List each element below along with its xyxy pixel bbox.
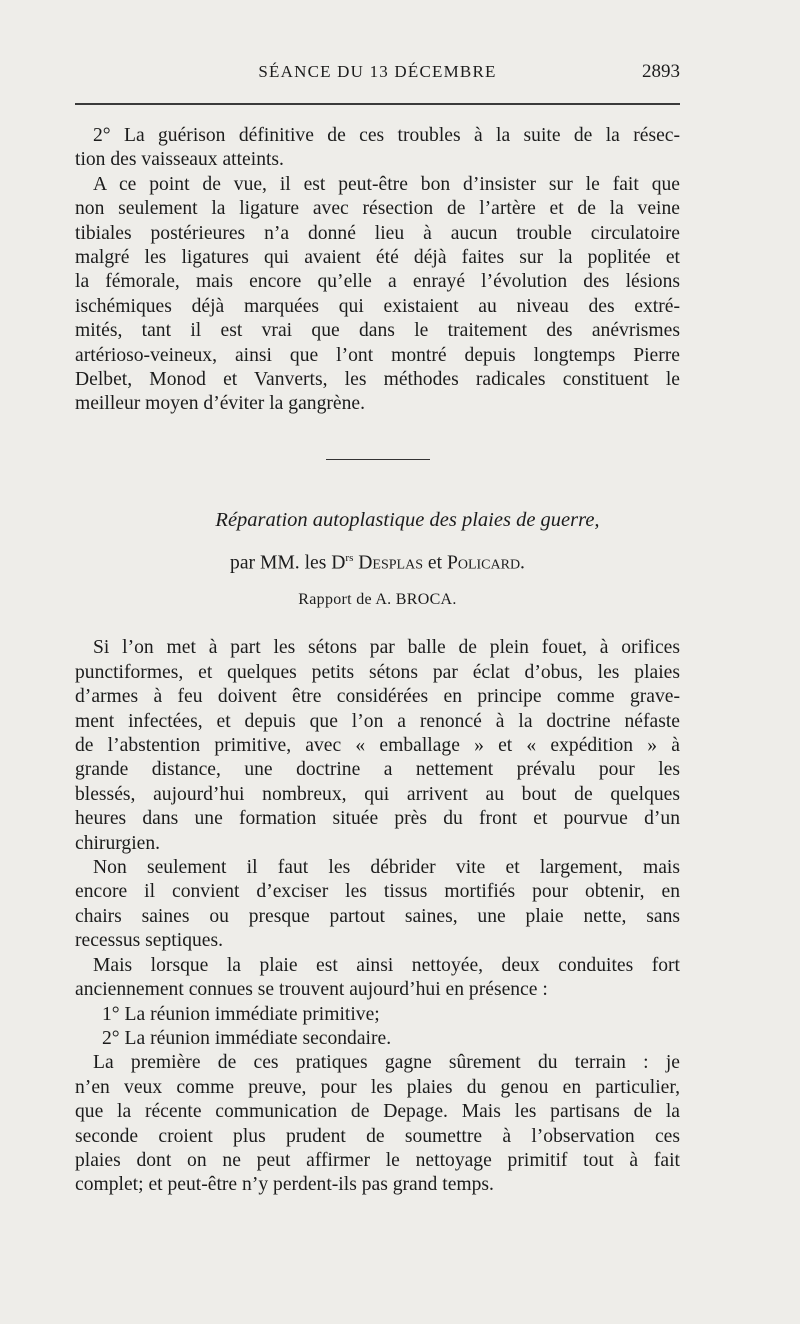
paragraph-line: chirurgien.	[75, 832, 161, 854]
paragraph-line: Non seulement il faut les débrider vite et largement, mais	[93, 857, 680, 879]
section-2	[75, 636, 680, 1197]
paragraph-line: anciennement connues se trouvent aujourd’hui en présence :	[75, 979, 548, 1001]
page-number: 2893	[642, 61, 680, 82]
paragraph-line: A ce point de vue, il est peut-être bon d’insister sur le fait que	[93, 173, 680, 195]
byline-prefix: par MM. les D	[230, 552, 346, 574]
paragraph-line: punctiformes, et quelques petits sétons par éclat d’obus, les plaies	[75, 661, 680, 683]
paragraph-line: artérioso-veineux, ainsi que l’ont montré depuis longtemps Pierre	[75, 344, 680, 366]
author-policard: Policard.	[446, 552, 525, 574]
byline-sup: rs	[345, 551, 354, 564]
article-byline	[75, 545, 680, 577]
paragraph-line: Delbet, Monod et Vanverts, les méthodes radicales constituent le	[75, 369, 680, 391]
paragraph-line: malgré les ligatures qui avaient été déjà faites sur la poplitée et	[75, 247, 680, 269]
paragraph-line: complet; et peut-être n’y perdent-ils pas grand temps.	[75, 1174, 494, 1196]
paragraph-line: meilleur moyen d’éviter la gangrène.	[75, 393, 365, 415]
paragraph-line: recessus septiques.	[75, 930, 224, 952]
list-item: 2° La réunion immédiate secondaire.	[102, 1027, 392, 1049]
paragraph-line: Si l’on met à part les sétons par balle de plein fouet, à orifices	[93, 637, 680, 659]
paragraph-line: de l’abstention primitive, avec « emballage » et « expédition » à	[75, 735, 680, 757]
article-title: Réparation autoplastique des plaies de guerre,	[215, 508, 600, 531]
paragraph-line: tion des vaisseaux atteints.	[75, 149, 284, 171]
paragraph-line: la fémorale, mais encore qu’elle a enrayé l’évolution des lésions	[75, 271, 680, 293]
paragraph-line: heures dans une formation située près du front et pourvue d’un	[75, 808, 680, 830]
author-desplas: Desplas	[358, 552, 423, 574]
header-rule	[75, 103, 680, 105]
paragraph-line: ment infectées, et depuis que l’on a renoncé à la doctrine néfaste	[75, 710, 680, 732]
section-separator	[326, 459, 430, 460]
paragraph-line: seconde croient plus prudent de soumettre à l’observation ces	[75, 1125, 680, 1147]
paragraph-line: ischémiques déjà marquées qui existaient au niveau des extré-	[75, 295, 680, 317]
paragraph-line: tibiales postérieures n’a donné lieu à aucun trouble circulatoire	[75, 222, 680, 244]
paragraph-line: La première de ces pratiques gagne sûrement du terrain : je	[93, 1052, 680, 1074]
paragraph-line: plaies dont on ne peut affirmer le nettoyage primitif tout à fait	[75, 1149, 680, 1171]
paragraph-line: blessés, aujourd’hui nombreux, qui arrivent au bout de quelques	[75, 783, 680, 805]
paragraph-line: grande distance, une doctrine a nettement prévalu pour les	[75, 759, 680, 781]
running-header	[75, 62, 680, 92]
page-body	[75, 124, 680, 1198]
list-item: 1° La réunion immédiate primitive;	[102, 1003, 380, 1025]
paragraph-line: mités, tant il est vrai que dans le traitement des anévrismes	[75, 320, 680, 342]
paragraph-line: encore il convient d’exciser les tissus mortifiés pour obtenir, en	[75, 881, 680, 903]
paragraph-line: 2° La guérison définitive de ces troubles à la suite de la résec-	[93, 125, 680, 146]
paragraph-line: Mais lorsque la plaie est ainsi nettoyée, deux conduites fort	[93, 954, 680, 976]
paragraph-line: que la récente communication de Depage. Mais les partisans de la	[75, 1101, 680, 1123]
running-title: SÉANCE DU 13 DÉCEMBRE	[258, 62, 497, 81]
paragraph-line: d’armes à feu doivent être considérées en principe comme grave-	[75, 686, 680, 708]
paragraph-line: non seulement la ligature avec résection de l’artère et de la veine	[75, 198, 680, 220]
paragraph-line: chairs saines ou presque partout saines, une plaie nette, sans	[75, 905, 680, 927]
paragraph-line: n’en veux comme preuve, pour les plaies du genou en particulier,	[75, 1076, 680, 1098]
byline-joiner: et	[423, 552, 447, 574]
section-1	[75, 124, 680, 417]
report-line: Rapport de A. BROCA.	[298, 591, 457, 609]
